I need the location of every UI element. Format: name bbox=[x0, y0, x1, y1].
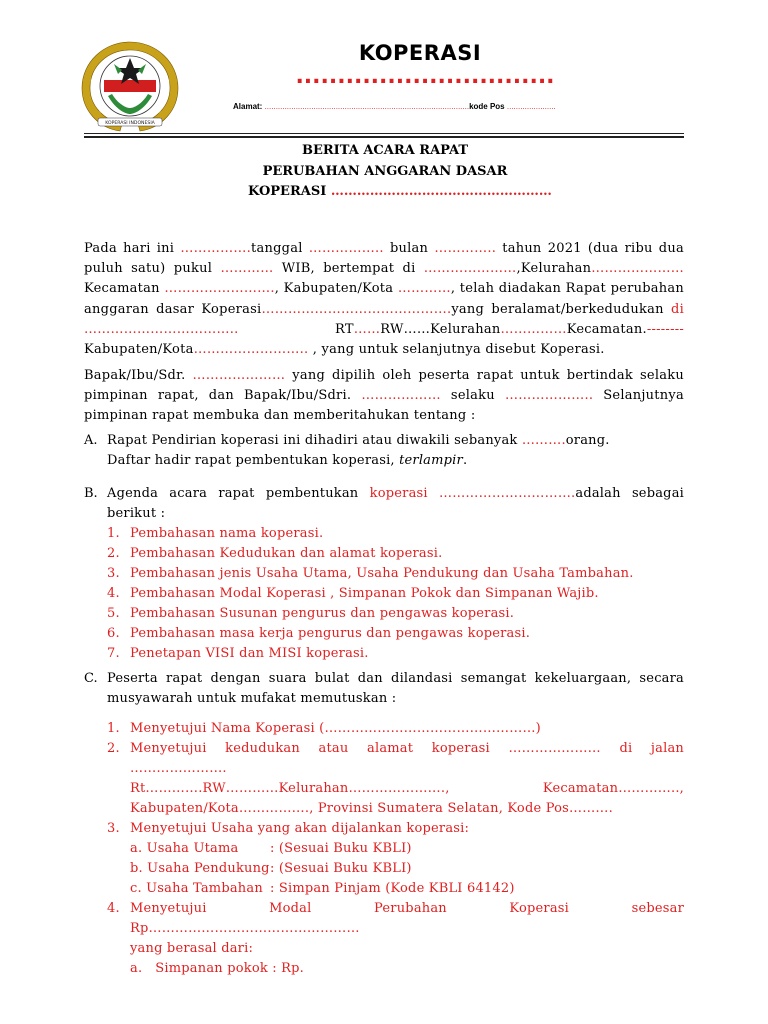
p1-blank: …………………….. bbox=[193, 342, 309, 358]
sa-blank: ………. bbox=[517, 433, 566, 448]
p1-text: Kecamatan bbox=[84, 281, 160, 297]
sub-text: Simpanan pokok : Rp. bbox=[155, 961, 305, 976]
address-label: Alamat: bbox=[233, 102, 263, 111]
org-name-placeholder: ............................... bbox=[295, 66, 555, 88]
header-divider-thick bbox=[84, 136, 684, 138]
section-b bbox=[84, 484, 684, 664]
list-number: 3. bbox=[107, 566, 120, 581]
title-koperasi-label: KOPERASI bbox=[248, 184, 327, 199]
p1-blank: ………….. bbox=[434, 241, 497, 256]
list-text: Pembahasan jenis Usaha Utama, Usaha Pendukung dan Usaha Tambahan. bbox=[130, 566, 634, 581]
org-title: KOPERASI bbox=[358, 41, 482, 65]
list-item bbox=[107, 899, 684, 979]
sa-text: . bbox=[462, 453, 468, 468]
koperasi-logo-icon bbox=[78, 40, 182, 132]
list-number: 3. bbox=[107, 821, 120, 836]
p2-blank: ………………… bbox=[185, 368, 286, 383]
p1-text: yang beralamat/berkedudukan bbox=[451, 301, 664, 317]
p2-text: Bapak/Ibu/Sdr. bbox=[84, 368, 186, 383]
sb-text: Agenda acara rapat pembentukan bbox=[107, 486, 370, 501]
logo-text: KOPERASI INDONESIA bbox=[105, 121, 155, 126]
p1-blank: ………… bbox=[397, 281, 451, 297]
section-a-line2 bbox=[107, 451, 684, 471]
p2-blank: ……………… bbox=[351, 388, 441, 404]
sa-text: Rapat Pendirian koperasi ini dihadiri atau diwakili sebanyak bbox=[107, 433, 518, 448]
sb-text: adalah sebagai berikut : bbox=[107, 486, 685, 521]
business-value: : (Sesuai Buku KBLI) bbox=[270, 841, 412, 856]
section-c-intro: Peserta rapat dengan suara bulat dan dilandasi semangat kekeluargaan, secara musyawarah untuk mufakat memutuskan : bbox=[107, 671, 684, 706]
postcode-dots: ...................... bbox=[506, 102, 556, 111]
p1-blank: ………… bbox=[220, 261, 274, 277]
list-text: Menyetujui kedudukan atau alamat koperasi ………………… di jalan …………………. bbox=[130, 741, 684, 776]
business-type: b. Usaha Pendukung bbox=[130, 861, 270, 876]
list-number: 1. bbox=[107, 721, 120, 736]
section-letter: A. bbox=[84, 433, 98, 448]
list-text: Pembahasan Kedudukan dan alamat koperasi. bbox=[130, 546, 443, 561]
p1-blank: …………… bbox=[500, 321, 567, 337]
section-letter: C. bbox=[84, 671, 98, 686]
sb-blank: …………………………. bbox=[427, 486, 576, 501]
address-detail-row bbox=[130, 779, 684, 799]
sa-text: Daftar hadir rapat pembentukan koperasi, bbox=[107, 453, 400, 468]
p1-text: RT bbox=[238, 321, 354, 337]
sa-italic: terlampir bbox=[399, 453, 463, 468]
list-item bbox=[107, 524, 684, 544]
p1-text: Kecamatan. bbox=[566, 321, 647, 337]
list-number: 2. bbox=[107, 741, 120, 756]
list-text: Menyetujui Nama Koperasi (…………………………………………) bbox=[130, 721, 541, 736]
p2-text: Selanjutnya pimpinan rapat membuka dan memberitahukan tentang : bbox=[84, 388, 684, 424]
list-number: 6. bbox=[107, 626, 120, 641]
p2-text: yang dipilih oleh peserta rapat untuk bertindak selaku pimpinan rapat, dan Bapak/Ibu/Sdri. bbox=[84, 368, 684, 404]
section-c bbox=[84, 669, 684, 979]
p1-text: ,Kelurahan bbox=[516, 261, 592, 277]
list-item bbox=[107, 564, 684, 584]
p1-text: Pada hari ini bbox=[84, 241, 175, 256]
sub-number: a. bbox=[130, 961, 143, 976]
list-item bbox=[107, 624, 684, 644]
capital-sub-item bbox=[130, 959, 684, 979]
p1-text: tanggal bbox=[250, 241, 303, 256]
p1-blank: ………………… bbox=[423, 261, 517, 277]
business-value: : Simpan Pinjam (Kode KBLI 64142) bbox=[270, 881, 515, 896]
p1-blank: …………….. bbox=[308, 241, 384, 256]
business-value: : (Sesuai Buku KBLI) bbox=[270, 861, 412, 876]
list-number: 2. bbox=[107, 546, 120, 561]
list-number: 4. bbox=[107, 586, 120, 601]
document-title-line2: PERUBAHAN ANGGARAN DASAR bbox=[262, 164, 508, 179]
address-dots: ............................................................................................ bbox=[264, 102, 470, 111]
list-text: Pembahasan Modal Koperasi , Simpanan Pokok dan Simpanan Wajib. bbox=[130, 586, 599, 601]
list-text: Kecamatan………….., bbox=[542, 781, 684, 796]
list-item bbox=[107, 544, 684, 564]
leader-paragraph bbox=[84, 366, 684, 427]
p1-text: , telah diadakan Rapat perubahan anggaran dasar Koperasi bbox=[84, 281, 685, 317]
document-title-line3 bbox=[248, 184, 552, 199]
postcode-label: kode Pos bbox=[469, 102, 505, 111]
p1-text: , yang untuk selanjutnya disebut Koperasi. bbox=[308, 342, 605, 358]
section-b-intro bbox=[107, 484, 684, 524]
business-row bbox=[130, 839, 684, 859]
title-koperasi-dots: …………………………………………… bbox=[330, 184, 552, 199]
list-number: 4. bbox=[107, 901, 120, 916]
opening-paragraph bbox=[84, 239, 684, 360]
list-text: Rt………….RW…………Kelurahan…………………., bbox=[130, 781, 450, 796]
list-item bbox=[107, 584, 684, 604]
p2-blank: ……………….. bbox=[494, 388, 594, 404]
p1-text: Kabupaten/Kota bbox=[84, 342, 194, 358]
p1-text: WIB, bertempat di bbox=[273, 261, 416, 277]
list-item bbox=[107, 819, 684, 899]
list-item bbox=[107, 644, 684, 664]
list-item bbox=[107, 739, 684, 819]
business-row bbox=[130, 859, 684, 879]
p2-text: selaku bbox=[440, 388, 495, 404]
p1-blank: ……………………………………. bbox=[261, 301, 452, 317]
decision-list bbox=[107, 719, 684, 979]
list-number: 5. bbox=[107, 606, 120, 621]
list-item bbox=[107, 719, 684, 739]
p1-text: tahun 2021 (dua ribu dua puluh satu) pukul bbox=[84, 241, 684, 277]
p1-text: , Kabupaten/Kota bbox=[274, 281, 394, 297]
list-item bbox=[107, 604, 684, 624]
list-text: Menyetujui Modal Perubahan Koperasi sebesar Rp………………………………………… bbox=[130, 901, 684, 936]
business-row bbox=[130, 879, 684, 899]
p1-blank: -------- bbox=[646, 321, 684, 337]
sa-text: orang. bbox=[565, 433, 610, 448]
p1-blank: ……………………. bbox=[164, 281, 275, 297]
agenda-list bbox=[107, 524, 684, 664]
p1-blank: …… bbox=[353, 321, 381, 337]
document-title-line1: BERITA ACARA RAPAT bbox=[301, 143, 469, 158]
p1-text-red: di bbox=[663, 301, 684, 317]
list-text: Kabupaten/Kota……………., Provinsi Sumatera Selatan, Kode Pos………. bbox=[130, 801, 613, 816]
p1-blank: ……………. bbox=[180, 241, 251, 256]
section-letter: B. bbox=[84, 486, 98, 501]
list-text: Menyetujui Usaha yang akan dijalankan koperasi: bbox=[130, 821, 470, 836]
section-a bbox=[84, 431, 684, 471]
p1-text: RW……Kelurahan bbox=[380, 321, 501, 337]
sb-text-red: koperasi bbox=[369, 486, 428, 501]
p1-blank: …………………………….. bbox=[84, 321, 239, 337]
list-text: Penetapan VISI dan MISI koperasi. bbox=[130, 646, 369, 661]
list-number: 1. bbox=[107, 526, 120, 541]
header-divider-thin bbox=[84, 133, 684, 134]
list-text: Pembahasan nama koperasi. bbox=[130, 526, 324, 541]
address-line bbox=[233, 102, 633, 111]
section-a-line1 bbox=[107, 431, 684, 451]
list-text: Pembahasan Susunan pengurus dan pengawas koperasi. bbox=[130, 606, 515, 621]
list-number: 7. bbox=[107, 646, 120, 661]
list-text: Pembahasan masa kerja pengurus dan pengawas koperasi. bbox=[130, 626, 531, 641]
list-text: yang berasal dari: bbox=[130, 941, 254, 956]
business-type: a. Usaha Utama bbox=[130, 841, 239, 856]
p1-blank: ………………… bbox=[591, 261, 684, 277]
business-type: c. Usaha Tambahan bbox=[130, 881, 263, 896]
p1-text: bulan bbox=[389, 241, 429, 256]
